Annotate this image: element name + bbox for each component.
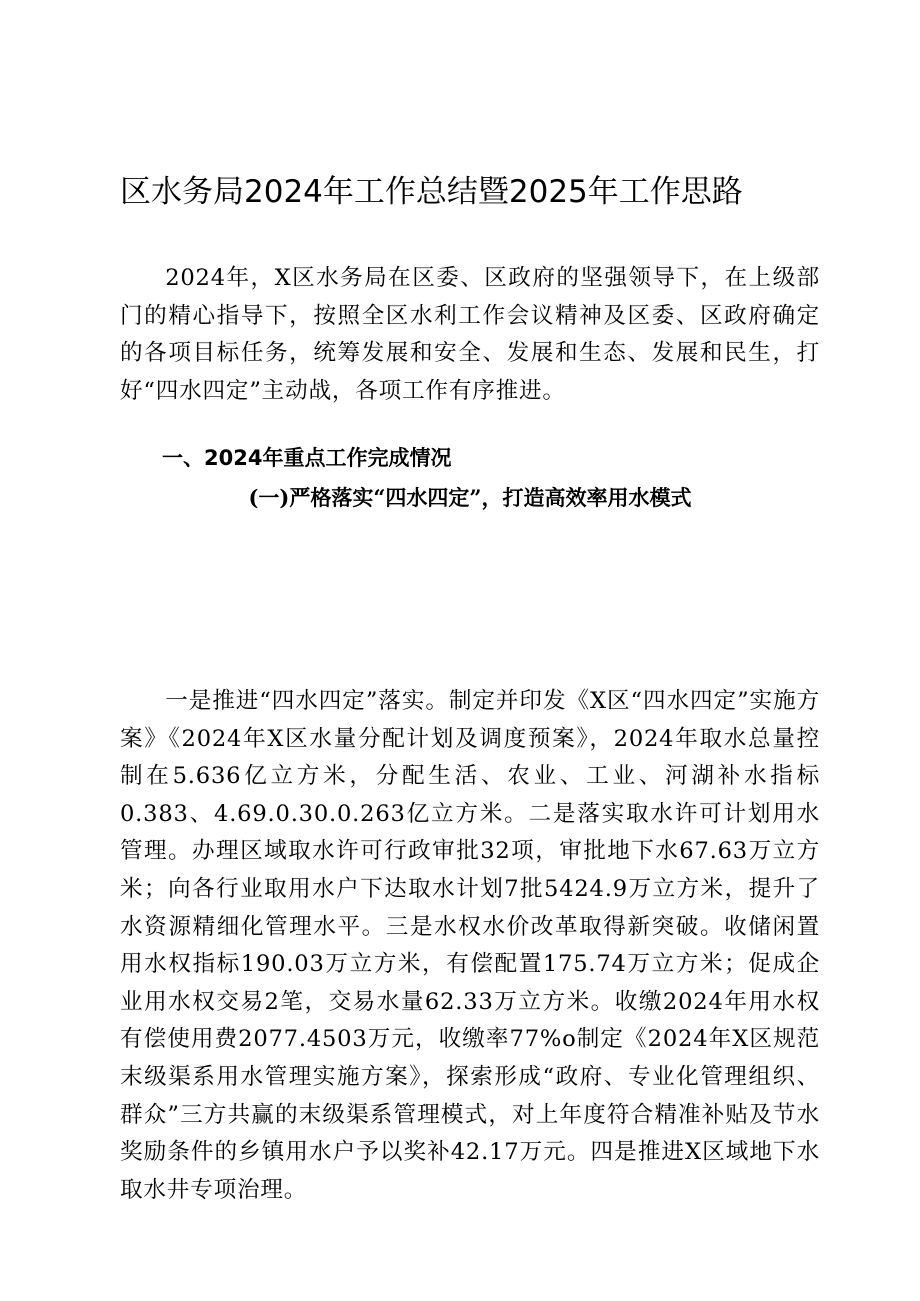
- subsection-heading: (一)严格落实“四水四定”，打造高效率用水模式: [248, 485, 692, 510]
- document-title: 区水务局2024年工作总结暨2025年工作思路: [120, 174, 743, 210]
- intro-paragraph: 2024年，X区水务局在区委、区政府的坚强领导下，在上级部门的精心指导下，按照全区水利工作会议精神及区委、区政府确定的各项目标任务，统筹发展和安全、发展和生态、发展和民生，打好“四水四定”主动战，各项工作有序推进。: [120, 265, 820, 404]
- section-heading: 一、2024年重点工作完成情况: [162, 446, 452, 470]
- subsection-paragraph: 一是推进“四水四定”落实。制定并印发《X区“四水四定”实施方案》《2024年X区水量分配计划及调度预案》，2024年取水总量控制在5.636亿立方米，分配生活、农业、工业、河湖补水指标0.383、4.69.0.30.0.263亿立方米。二是落实取水许可计划用水管理。办理区域取水许可行政审批32项，审批地下水67.63万立方米；向各行业取用水户下达取水计划7批5424.9万立方米，提升了水资源精细化管理水平。三是水权水价改革取得新突破。收储闲置用水权指标190.03万立方米，有偿配置175.74万立方米；促成企业用水权交易2笔，交易水量62.33万立方米。收缴2024年用水权有偿使用费2077.4503万元，收缴率77%o制定《2024年X区规范末级渠系用水管理实施方案》，探索形成“政府、专业化管理组织、群众”三方共赢的末级渠系管理模式，对上年度符合精准补贴及节水奖励条件的乡镇用水户予以奖补42.17万元。四是推进X区域地下水取水井专项治理。: [120, 688, 820, 1203]
